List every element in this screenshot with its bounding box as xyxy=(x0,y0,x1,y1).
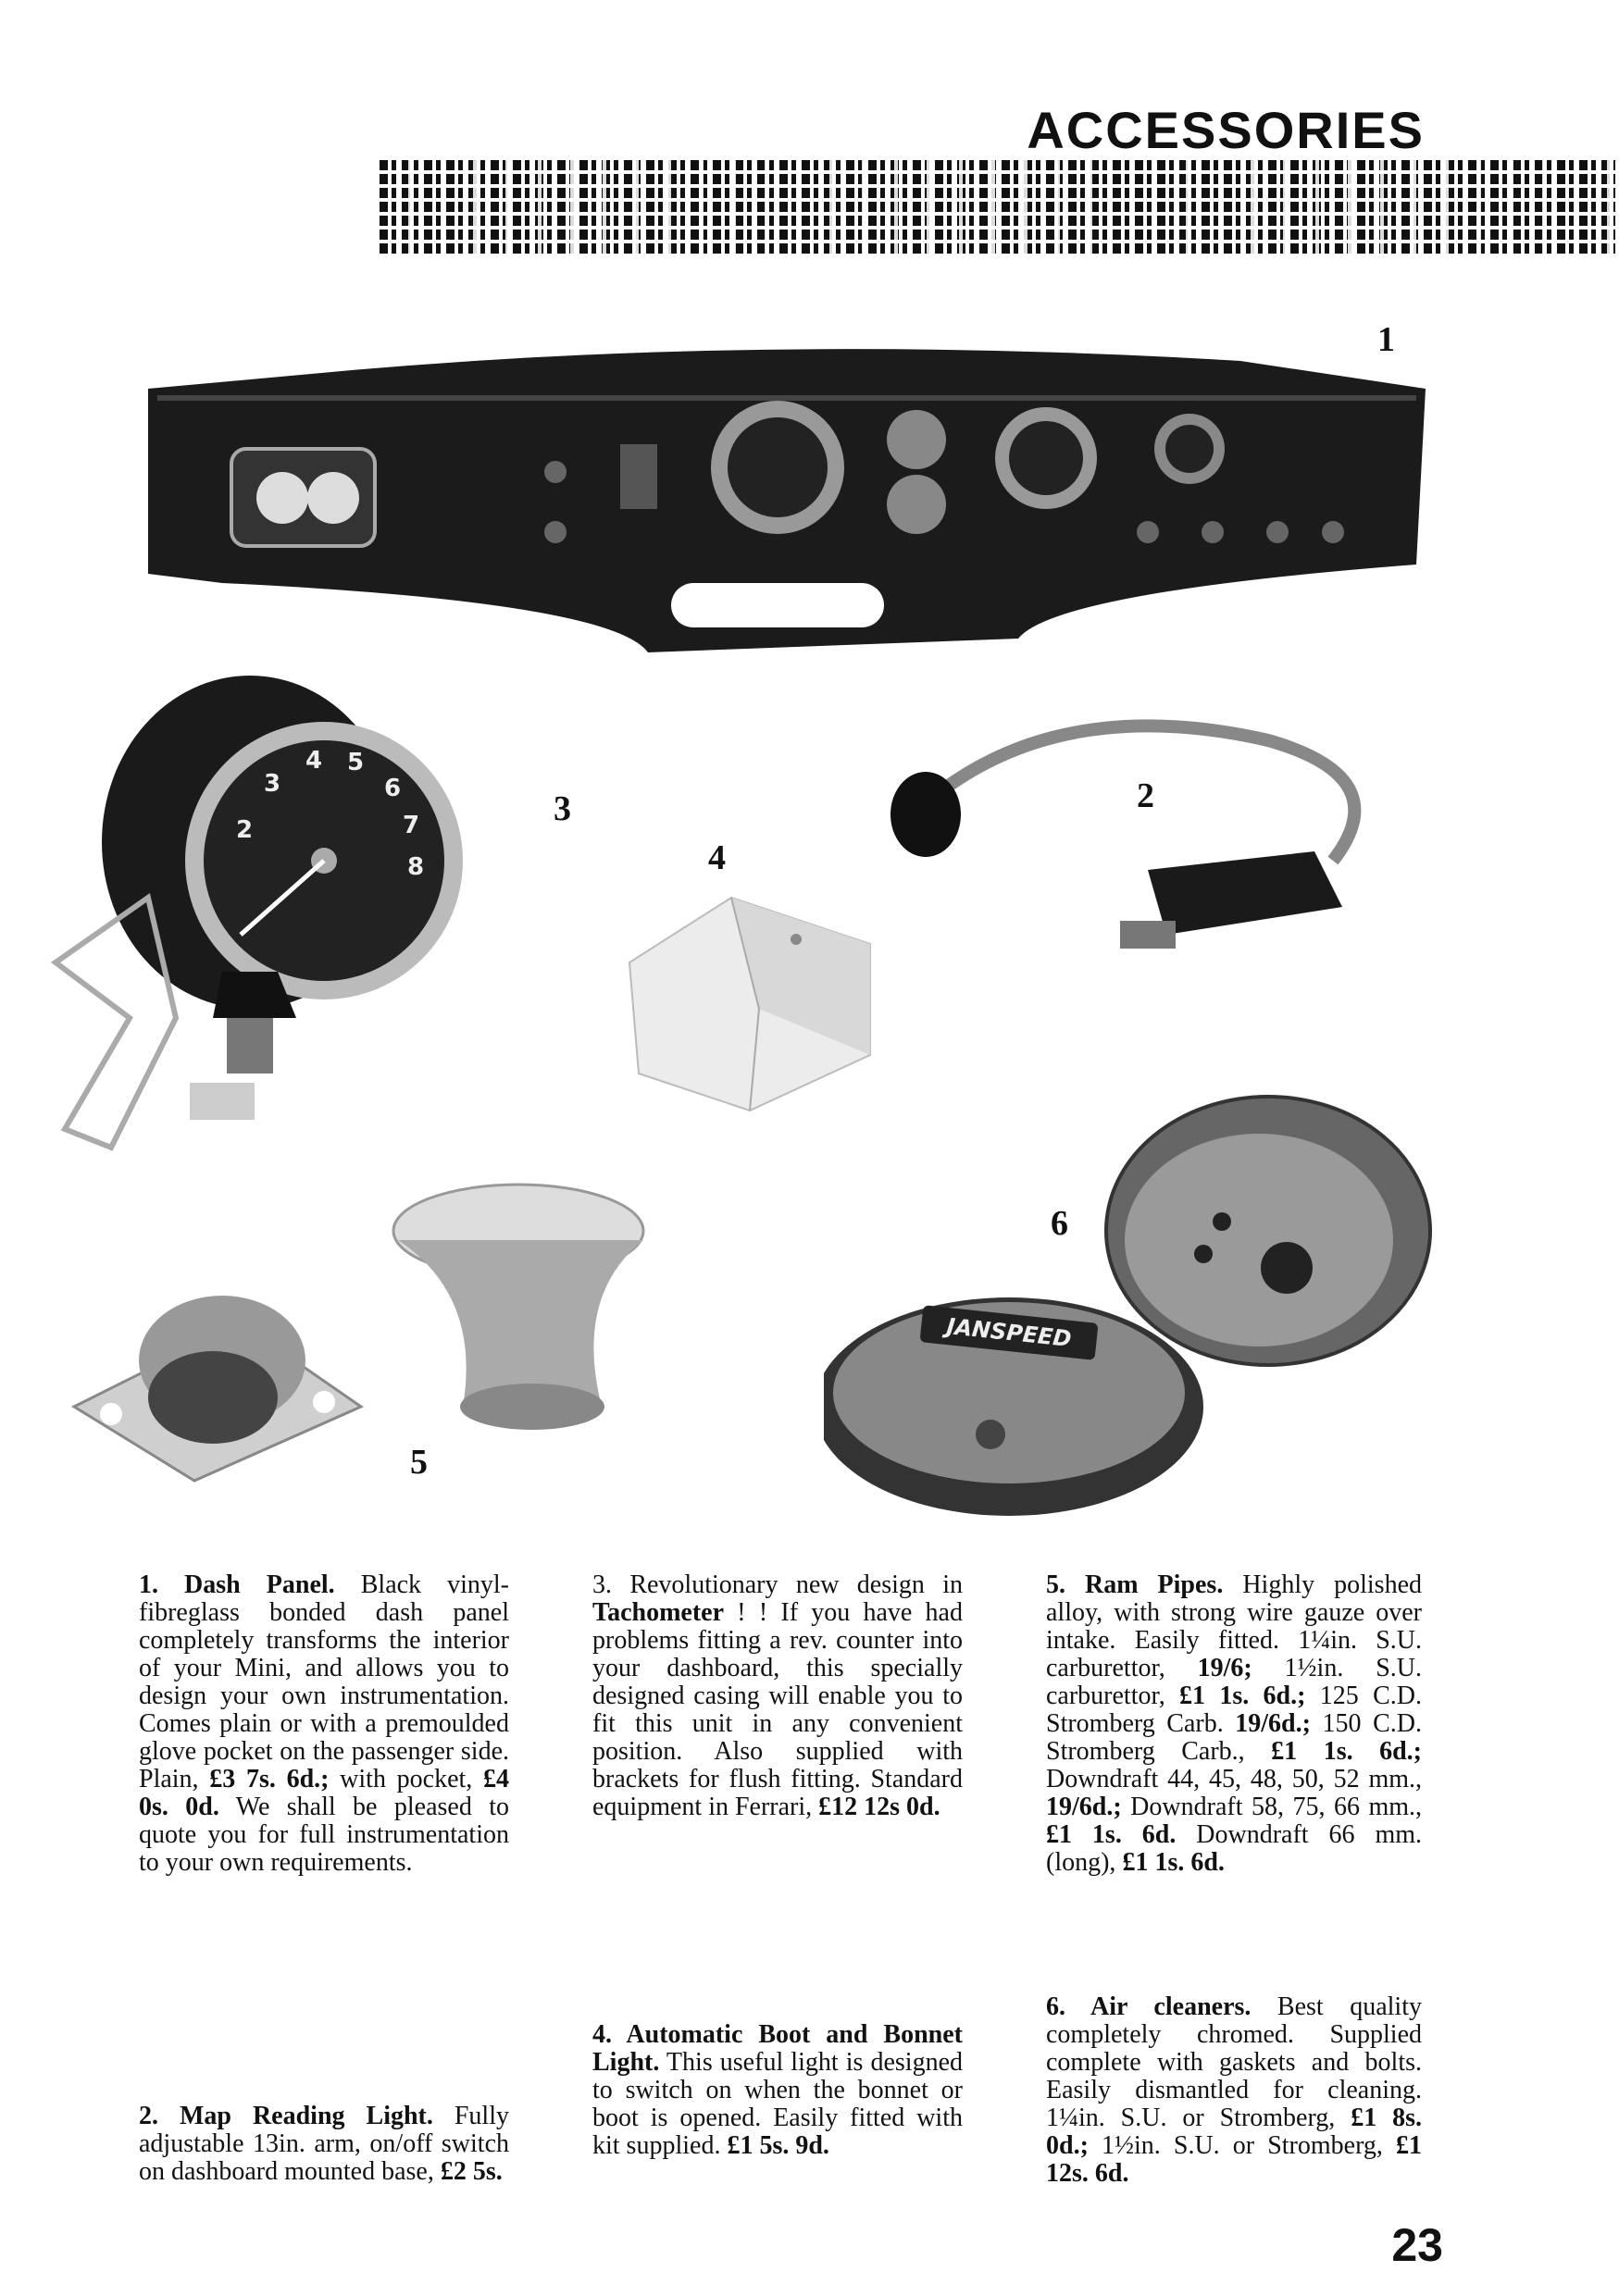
svg-text:5: 5 xyxy=(347,749,365,776)
boot-light-photo xyxy=(620,888,898,1120)
svg-text:6: 6 xyxy=(384,775,402,802)
svg-text:3: 3 xyxy=(264,770,281,798)
page-number: 23 xyxy=(1391,2219,1443,2271)
air-cleaners-photo xyxy=(824,1092,1453,1536)
dash-panel-photo xyxy=(130,333,1444,666)
air-cleaner-badge: JANSPEED xyxy=(945,1313,1073,1352)
ram-pipes-photo xyxy=(56,1175,666,1490)
section-title: ACCESSORIES xyxy=(1027,101,1425,159)
svg-text:8: 8 xyxy=(407,853,425,881)
caption-tachometer: 3. Revolutionary new design in Tachometer ! ! If you have had problems fitting a rev. counter into your dashboard, this specially designed casing will enable you to fit this unit in any convenient position. Also supplied with brackets for flush fitting. Standard equipment in Ferrari, £12 12s 0d. xyxy=(592,1570,963,1821)
caption-map-light: 2. Map Reading Light. Fully adjustable 13in. arm, on/off switch on dashboard mounted base, £2 5s. xyxy=(139,2102,509,2186)
svg-text:4: 4 xyxy=(305,747,323,775)
svg-text:2: 2 xyxy=(236,816,254,844)
svg-text:7: 7 xyxy=(403,812,420,839)
figure-number-2: 2 xyxy=(1137,776,1154,815)
map-light-photo xyxy=(879,703,1398,999)
decorative-band xyxy=(380,159,1615,254)
caption-boot-light: 4. Automatic Boot and Bonnet Light. This useful light is designed to switch on when the bonnet or boot is opened. Easily fitted with kit supplied. £1 5s. 9d. xyxy=(592,2020,963,2160)
figure-number-6: 6 xyxy=(1051,1204,1068,1243)
caption-dash-panel: 1. Dash Panel. Black vinyl-fibreglass bonded dash panel completely transforms the interior of your Mini, and allows you to design your own instrumentation. Comes plain or with a premoulded glove pocket on the passenger side. Plain, £3 7s. 6d.; with pocket, £4 0s. 0d. We shall be pleased to quote you for full instrumentation to your own requirements. xyxy=(139,1570,510,1877)
caption-air-cleaners: 6. Air cleaners. Best quality completely chromed. Supplied complete with gaskets and bolts. Easily dismantled for cleaning. 1¼in. S.U. or Stromberg, £1 8s. 0d.; 1½in. S.U. or Stromberg, £1 12s. 6d. xyxy=(1046,1992,1422,2188)
figure-number-1: 1 xyxy=(1377,320,1395,359)
caption-ram-pipes: 5. Ram Pipes. Highly polished alloy, with strong wire gauze over intake. Easily fitted. 1¼in. S.U. carburettor, 19/6; 1½in. S.U. carburettor, £1 1s. 6d.; 125 C.D. Stromberg Carb. 19/6d.; 150 C.D. Stromberg Carb., £1 1s. 6d.; Downdraft 44, 45, 48, 50, 52 mm., 19/6d.; Downdraft 58, 75, 66 mm., £1 1s. 6d. Downdraft 66 mm. (long), £1 1s. 6d. xyxy=(1046,1570,1423,1877)
figure-number-4: 4 xyxy=(708,838,726,877)
figure-number-5: 5 xyxy=(410,1443,428,1482)
tachometer-photo xyxy=(37,666,518,1222)
figure-number-3: 3 xyxy=(554,789,571,828)
